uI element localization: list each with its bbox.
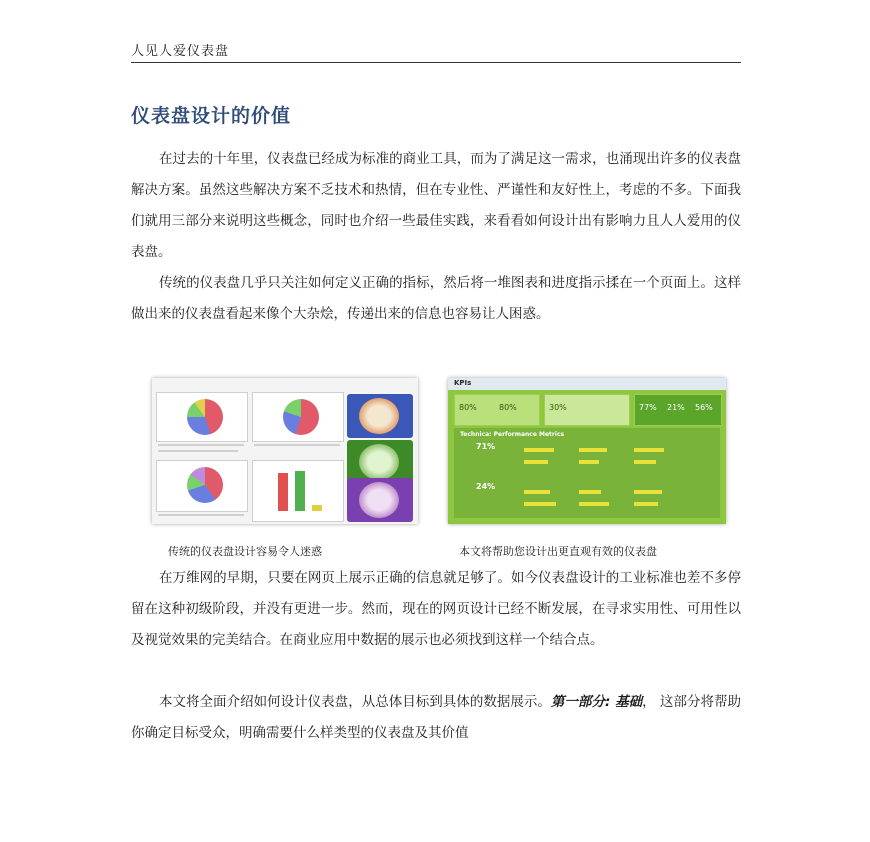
metric-bar (524, 490, 550, 494)
metric-bar (524, 502, 556, 506)
bar-red (278, 473, 288, 511)
metric-bar (579, 502, 609, 506)
pie-panel (156, 392, 248, 442)
kpi-logo: KPIs (454, 379, 472, 387)
right-figure-caption: 本文将帮助您设计出更直观有效的仪表盘 (459, 545, 657, 558)
paragraph-3: 在万维网的早期，只要在网页上展示正确的信息就足够了。如今仪表盘设计的工业标准也差不多停留在这种初级阶段，并没有更进一步。然而，现在的网页设计已经不断发展，在寻求实用性、可用性以及视觉效果的完美结合。在商业应用中数据的展示也必须找到这样一个结合点。 (131, 570, 741, 648)
pie-panel (252, 392, 344, 442)
bar-green (295, 471, 305, 511)
metric-bar (579, 490, 601, 494)
metric-bar (524, 448, 554, 452)
kpi-tile: 77% 21% 56% (634, 394, 722, 426)
metric-bar (579, 460, 599, 464)
gauge-dial (359, 398, 399, 434)
gauge-blue (347, 394, 413, 438)
table-line (254, 444, 340, 446)
traditional-dashboard-image (152, 378, 418, 524)
table-line (158, 450, 238, 452)
section-title: 仪表盘设计的价值 (131, 105, 292, 127)
table-line (158, 514, 244, 516)
table-line (158, 444, 244, 446)
header-title: 人见人爱仪表盘 (131, 44, 230, 59)
paragraph-4: 本文将全面介绍如何设计仪表盘，从总体目标到具体的数据展示。第一部分: 基础， 这部分将帮助你确定目标受众，明确需要什么样类型的仪表盘及其价值 (131, 694, 741, 741)
performance-metrics-panel: Technica: Performance Metrics 71% 24% (454, 428, 720, 518)
pie-panel (156, 460, 248, 512)
improved-dashboard-image (448, 378, 726, 524)
metric-bar (634, 490, 662, 494)
paragraph-2: 传统的仪表盘几乎只关注如何定义正确的指标，然后将一堆图表和进度指示揉在一个页面上。这样做出来的仪表盘看起来像个大杂烩，传递出来的信息也容易让人困惑。 (131, 275, 741, 322)
gauge-purple (347, 478, 413, 522)
part-one-link: 第一部分: 基础 (550, 694, 643, 710)
pie-chart (187, 399, 223, 435)
page-header (131, 40, 741, 63)
bar-yellow (312, 505, 322, 511)
metric-bar (634, 460, 656, 464)
kpi-tile: 30% (544, 394, 630, 426)
paragraph-1: 在过去的十年里，仪表盘已经成为标准的商业工具，而为了满足这一需求，也涌现出许多的仪表盘解决方案。虽然这些解决方案不乏技术和热情，但在专业性、严谨性和友好性上，考虑的不多。下面我们就用三部分来说明这些概念，同时也介绍一些最佳实践，来看看如何设计出有影响力且人人爱用的仪表盘。 (131, 151, 741, 260)
pie-chart (187, 467, 223, 503)
kpi-tile: 80% 80% (454, 394, 540, 426)
metric-bar (634, 448, 664, 452)
bar-panel (252, 460, 344, 522)
gauge-dial (359, 482, 399, 518)
metric-bar (524, 460, 548, 464)
pie-chart (283, 399, 319, 435)
gauge-dial (359, 444, 399, 480)
dashboard-topbar (448, 378, 726, 390)
metric-bar (579, 448, 607, 452)
metric-bar (634, 502, 658, 506)
panel-title: Technica: Performance Metrics (460, 431, 565, 438)
left-figure-caption: 传统的仪表盘设计容易令人迷惑 (168, 545, 322, 558)
